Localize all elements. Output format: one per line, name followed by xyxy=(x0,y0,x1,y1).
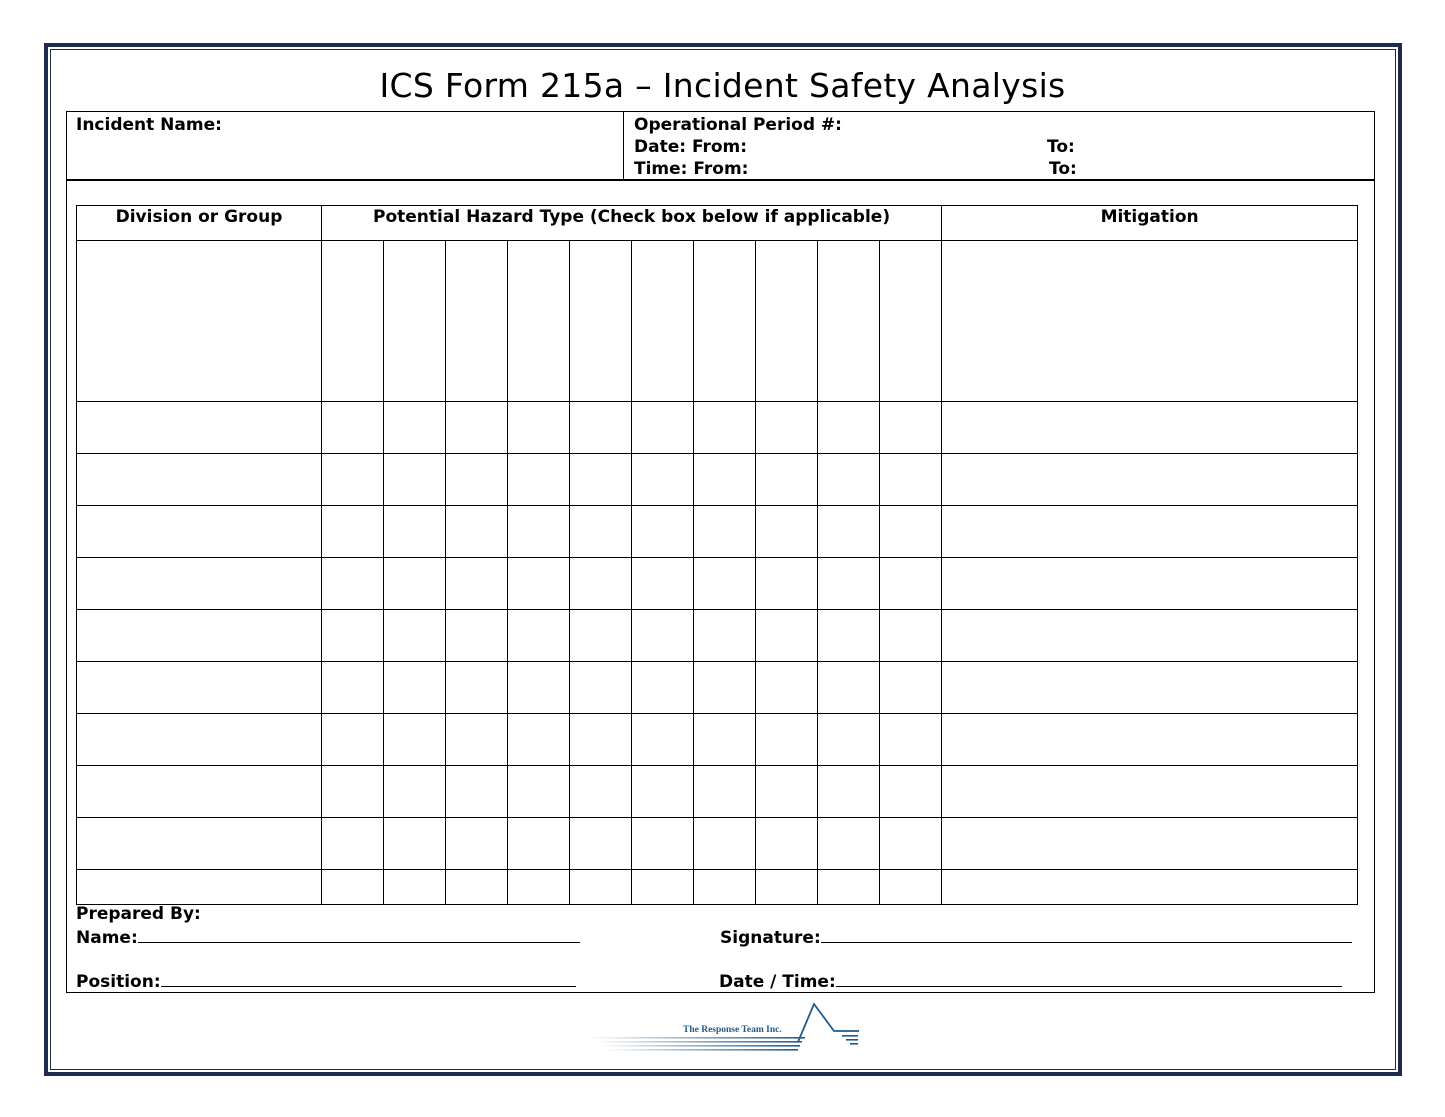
hazard-checkbox-cell[interactable] xyxy=(818,558,880,610)
position-label: Position: xyxy=(76,972,161,992)
hazard-checkbox-cell[interactable] xyxy=(446,766,508,818)
hazard-analysis-table xyxy=(76,205,1358,905)
hazard-checkbox-cell[interactable] xyxy=(570,714,632,766)
division-cell[interactable] xyxy=(77,818,322,870)
hazard-checkbox-cell[interactable] xyxy=(322,454,384,506)
mitigation-cell[interactable] xyxy=(942,241,1358,402)
hazard-checkbox-cell[interactable] xyxy=(446,714,508,766)
hazard-checkbox-cell[interactable] xyxy=(570,558,632,610)
hazard-checkbox-cell[interactable] xyxy=(446,610,508,662)
hazard-checkbox-cell[interactable] xyxy=(322,662,384,714)
hazard-checkbox-cell[interactable] xyxy=(694,241,756,402)
table-row xyxy=(77,558,1358,610)
hazard-checkbox-cell[interactable] xyxy=(880,714,942,766)
hazard-checkbox-cell[interactable] xyxy=(570,506,632,558)
hazard-checkbox-cell[interactable] xyxy=(694,610,756,662)
hazard-checkbox-cell[interactable] xyxy=(880,241,942,402)
hazard-checkbox-cell[interactable] xyxy=(880,506,942,558)
hazard-checkbox-cell[interactable] xyxy=(446,818,508,870)
hazard-checkbox-cell[interactable] xyxy=(570,870,632,905)
hazard-checkbox-cell[interactable] xyxy=(694,870,756,905)
table-row xyxy=(77,766,1358,818)
hazard-checkbox-cell[interactable] xyxy=(694,558,756,610)
mitigation-cell[interactable] xyxy=(942,402,1358,454)
division-cell[interactable] xyxy=(77,766,322,818)
mitigation-cell[interactable] xyxy=(942,610,1358,662)
hazard-checkbox-cell[interactable] xyxy=(756,454,818,506)
hazard-checkbox-cell[interactable] xyxy=(632,558,694,610)
time-to-label: To: xyxy=(1049,159,1077,179)
table-row xyxy=(77,506,1358,558)
hazard-checkbox-cell[interactable] xyxy=(322,558,384,610)
hazard-checkbox-cell[interactable] xyxy=(384,870,446,905)
hazard-checkbox-cell[interactable] xyxy=(384,662,446,714)
hazard-checkbox-cell[interactable] xyxy=(446,506,508,558)
form-title: ICS Form 215a – Incident Safety Analysis xyxy=(379,66,1066,105)
hazard-checkbox-cell[interactable] xyxy=(756,870,818,905)
hazard-checkbox-cell[interactable] xyxy=(880,558,942,610)
hazard-checkbox-cell[interactable] xyxy=(880,818,942,870)
division-cell[interactable] xyxy=(77,402,322,454)
division-cell[interactable] xyxy=(77,241,322,402)
hazard-checkbox-cell[interactable] xyxy=(508,870,570,905)
response-team-logo xyxy=(590,998,870,1056)
mitigation-cell[interactable] xyxy=(942,714,1358,766)
signature-label: Signature: xyxy=(720,928,821,948)
mitigation-cell[interactable] xyxy=(942,454,1358,506)
hazard-checkbox-cell[interactable] xyxy=(384,818,446,870)
hazard-checkbox-cell[interactable] xyxy=(570,766,632,818)
mitigation-cell[interactable] xyxy=(942,766,1358,818)
hazard-checkbox-cell[interactable] xyxy=(446,402,508,454)
hazard-checkbox-cell[interactable] xyxy=(384,610,446,662)
date-time-field[interactable] xyxy=(719,970,1342,993)
date-time-label: Date / Time: xyxy=(719,972,836,992)
hazard-checkbox-cell[interactable] xyxy=(818,506,880,558)
hazard-checkbox-cell[interactable] xyxy=(322,766,384,818)
signature-field[interactable] xyxy=(720,926,1352,949)
date-to-label: To: xyxy=(1047,137,1075,157)
hazard-checkbox-cell[interactable] xyxy=(694,454,756,506)
time-from-label: Time: From: xyxy=(634,159,749,179)
table-row xyxy=(77,454,1358,506)
hazard-checkbox-cell[interactable] xyxy=(446,558,508,610)
logo-text: The Response Team Inc. xyxy=(683,1025,782,1035)
hazard-checkbox-cell[interactable] xyxy=(756,766,818,818)
hazard-checkbox-cell[interactable] xyxy=(818,766,880,818)
signature-line[interactable] xyxy=(821,926,1352,943)
hazard-checkbox-cell[interactable] xyxy=(694,714,756,766)
hazard-checkbox-cell[interactable] xyxy=(384,454,446,506)
operational-period-label: Operational Period #: xyxy=(634,115,842,135)
division-cell[interactable] xyxy=(77,610,322,662)
hazard-checkbox-cell[interactable] xyxy=(446,454,508,506)
hazard-checkbox-cell[interactable] xyxy=(508,241,570,402)
hazard-checkbox-cell[interactable] xyxy=(384,241,446,402)
position-line[interactable] xyxy=(161,970,576,987)
table-row xyxy=(77,818,1358,870)
hazard-checkbox-cell[interactable] xyxy=(632,610,694,662)
hazard-checkbox-cell[interactable] xyxy=(322,610,384,662)
hazard-checkbox-cell[interactable] xyxy=(818,662,880,714)
hazard-checkbox-cell[interactable] xyxy=(880,610,942,662)
hazard-checkbox-cell[interactable] xyxy=(694,402,756,454)
name-line[interactable] xyxy=(138,926,580,943)
hazard-checkbox-cell[interactable] xyxy=(756,241,818,402)
hazard-checkbox-cell[interactable] xyxy=(632,402,694,454)
hazard-checkbox-cell[interactable] xyxy=(446,241,508,402)
table-row xyxy=(77,662,1358,714)
hazard-checkbox-cell[interactable] xyxy=(694,766,756,818)
division-cell[interactable] xyxy=(77,506,322,558)
hazard-checkbox-cell[interactable] xyxy=(818,610,880,662)
mitigation-cell[interactable] xyxy=(942,558,1358,610)
hazard-checkbox-cell[interactable] xyxy=(632,454,694,506)
header-divider-vertical xyxy=(623,111,624,180)
hazard-checkbox-cell[interactable] xyxy=(818,454,880,506)
hazard-checkbox-cell[interactable] xyxy=(384,714,446,766)
hazard-checkbox-cell[interactable] xyxy=(694,818,756,870)
hazard-checkbox-cell[interactable] xyxy=(756,402,818,454)
date-time-line[interactable] xyxy=(836,970,1342,987)
table-row xyxy=(77,241,1358,402)
hazard-checkbox-cell[interactable] xyxy=(570,610,632,662)
hazard-checkbox-cell[interactable] xyxy=(508,506,570,558)
hazard-checkbox-cell[interactable] xyxy=(818,714,880,766)
hazard-checkbox-cell[interactable] xyxy=(880,402,942,454)
hazard-checkbox-cell[interactable] xyxy=(384,558,446,610)
table-row xyxy=(77,714,1358,766)
hazard-checkbox-cell[interactable] xyxy=(446,662,508,714)
hazard-checkbox-cell[interactable] xyxy=(508,714,570,766)
hazard-checkbox-cell[interactable] xyxy=(322,241,384,402)
hazard-checkbox-cell[interactable] xyxy=(322,506,384,558)
mitigation-cell[interactable] xyxy=(942,506,1358,558)
hazard-checkbox-cell[interactable] xyxy=(508,818,570,870)
hazard-checkbox-cell[interactable] xyxy=(632,766,694,818)
hazard-checkbox-cell[interactable] xyxy=(632,241,694,402)
hazard-checkbox-cell[interactable] xyxy=(818,241,880,402)
hazard-checkbox-cell[interactable] xyxy=(322,714,384,766)
hazard-checkbox-cell[interactable] xyxy=(632,662,694,714)
table-row xyxy=(77,610,1358,662)
hazard-checkbox-cell[interactable] xyxy=(756,558,818,610)
division-cell[interactable] xyxy=(77,870,322,905)
column-header-division: Division or Group xyxy=(77,206,322,241)
hazard-checkbox-cell[interactable] xyxy=(818,402,880,454)
hazard-checkbox-cell[interactable] xyxy=(880,766,942,818)
division-cell[interactable] xyxy=(77,662,322,714)
hazard-checkbox-cell[interactable] xyxy=(880,454,942,506)
hazard-checkbox-cell[interactable] xyxy=(570,818,632,870)
incident-name-label: Incident Name: xyxy=(76,115,222,135)
table-row xyxy=(77,402,1358,454)
name-label: Name: xyxy=(76,928,138,948)
hazard-checkbox-cell[interactable] xyxy=(570,662,632,714)
hazard-checkbox-cell[interactable] xyxy=(570,402,632,454)
hazard-checkbox-cell[interactable] xyxy=(322,818,384,870)
name-field[interactable] xyxy=(76,926,580,949)
column-header-hazard-type: Potential Hazard Type (Check box below if applicable) xyxy=(322,206,942,241)
hazard-checkbox-cell[interactable] xyxy=(756,714,818,766)
hazard-checkbox-cell[interactable] xyxy=(508,766,570,818)
table-body xyxy=(77,241,1358,905)
hazard-checkbox-cell[interactable] xyxy=(446,870,508,905)
hazard-checkbox-cell[interactable] xyxy=(632,714,694,766)
position-field[interactable] xyxy=(76,970,576,993)
hazard-checkbox-cell[interactable] xyxy=(322,402,384,454)
hazard-checkbox-cell[interactable] xyxy=(508,454,570,506)
table-row xyxy=(77,870,1358,905)
hazard-checkbox-cell[interactable] xyxy=(756,610,818,662)
hazard-checkbox-cell[interactable] xyxy=(384,402,446,454)
hazard-checkbox-cell[interactable] xyxy=(880,662,942,714)
mitigation-cell[interactable] xyxy=(942,662,1358,714)
hazard-checkbox-cell[interactable] xyxy=(570,454,632,506)
division-cell[interactable] xyxy=(77,558,322,610)
hazard-checkbox-cell[interactable] xyxy=(756,662,818,714)
hazard-checkbox-cell[interactable] xyxy=(570,241,632,402)
hazard-checkbox-cell[interactable] xyxy=(632,818,694,870)
hazard-checkbox-cell[interactable] xyxy=(322,870,384,905)
hazard-checkbox-cell[interactable] xyxy=(508,662,570,714)
date-from-label: Date: From: xyxy=(634,137,748,157)
hazard-checkbox-cell[interactable] xyxy=(384,506,446,558)
hazard-checkbox-cell[interactable] xyxy=(632,506,694,558)
hazard-checkbox-cell[interactable] xyxy=(632,870,694,905)
mitigation-cell[interactable] xyxy=(942,818,1358,870)
hazard-checkbox-cell[interactable] xyxy=(818,818,880,870)
hazard-checkbox-cell[interactable] xyxy=(384,766,446,818)
hazard-checkbox-cell[interactable] xyxy=(694,662,756,714)
hazard-checkbox-cell[interactable] xyxy=(508,558,570,610)
hazard-checkbox-cell[interactable] xyxy=(756,506,818,558)
hazard-checkbox-cell[interactable] xyxy=(508,610,570,662)
division-cell[interactable] xyxy=(77,454,322,506)
hazard-checkbox-cell[interactable] xyxy=(508,402,570,454)
hazard-checkbox-cell[interactable] xyxy=(818,870,880,905)
hazard-checkbox-cell[interactable] xyxy=(694,506,756,558)
column-header-mitigation: Mitigation xyxy=(942,206,1358,241)
division-cell[interactable] xyxy=(77,714,322,766)
hazard-checkbox-cell[interactable] xyxy=(880,870,942,905)
prepared-by-label: Prepared By: xyxy=(76,904,201,924)
mitigation-cell[interactable] xyxy=(942,870,1358,905)
hazard-checkbox-cell[interactable] xyxy=(756,818,818,870)
